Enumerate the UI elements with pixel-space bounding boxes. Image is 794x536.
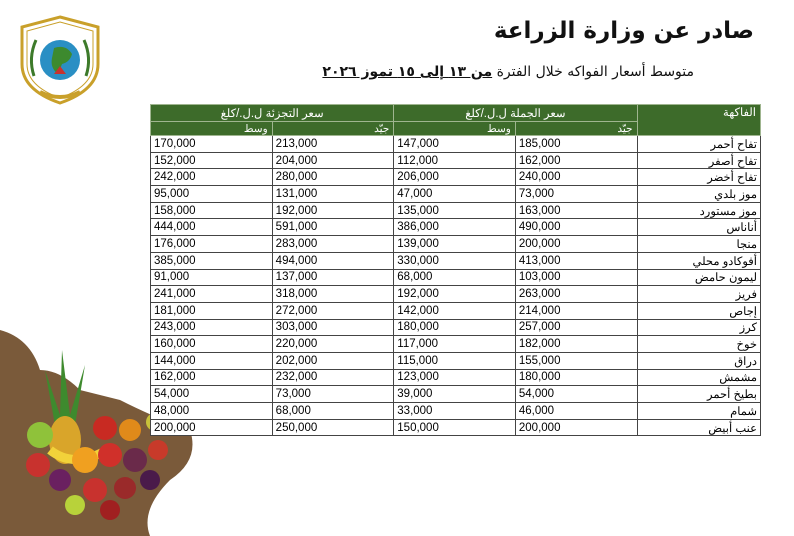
wholesale-medium-cell: 147,000: [394, 136, 516, 153]
wholesale-medium-cell: 142,000: [394, 302, 516, 319]
fruit-name-cell: دراق: [637, 352, 761, 369]
table-row: [151, 252, 761, 269]
wholesale-good-cell: 163,000: [515, 202, 637, 219]
subtitle-text: متوسط أسعار الفواكه خلال الفترة: [492, 64, 694, 80]
retail-good-cell: 280,000: [272, 169, 394, 186]
fruit-name-cell: شمام: [637, 403, 761, 420]
retail-good-cell: 73,000: [272, 386, 394, 403]
table-row: [151, 152, 761, 169]
wholesale-good-cell: 182,000: [515, 336, 637, 353]
retail-medium-cell: 95,000: [151, 186, 273, 203]
retail-medium-cell: 243,000: [151, 319, 273, 336]
wholesale-medium-cell: 150,000: [394, 419, 516, 436]
wholesale-good-cell: 180,000: [515, 369, 637, 386]
table-row: [151, 269, 761, 286]
retail-medium-cell: 144,000: [151, 352, 273, 369]
table-row: [151, 302, 761, 319]
wholesale-medium-cell: 180,000: [394, 319, 516, 336]
fruit-name-cell: منجا: [637, 236, 761, 253]
retail-medium-cell: 170,000: [151, 136, 273, 153]
fruit-prices-table: [150, 104, 761, 436]
wholesale-good-cell: 155,000: [515, 352, 637, 369]
wholesale-good-cell: 413,000: [515, 252, 637, 269]
table-row: [151, 336, 761, 353]
retail-good-cell: 131,000: [272, 186, 394, 203]
col-fruit-header: الفاكهة: [637, 105, 761, 136]
retail-medium-cell: 48,000: [151, 403, 273, 420]
retail-header: سعر التجزئة ل.ل./كلغ: [151, 105, 394, 122]
retail-good-cell: 250,000: [272, 419, 394, 436]
wholesale-medium-cell: 206,000: [394, 169, 516, 186]
fruit-name-cell: تفاح أصفر: [637, 152, 761, 169]
wholesale-good-cell: 46,000: [515, 403, 637, 420]
retail-good-cell: 591,000: [272, 219, 394, 236]
wholesale-good-cell: 103,000: [515, 269, 637, 286]
table-row: [151, 369, 761, 386]
wholesale-medium-cell: 135,000: [394, 202, 516, 219]
retail-good-cell: 192,000: [272, 202, 394, 219]
wholesale-good-header: جيّد: [515, 122, 637, 136]
wholesale-good-cell: 185,000: [515, 136, 637, 153]
retail-medium-cell: 176,000: [151, 236, 273, 253]
fruit-name-cell: فريز: [637, 286, 761, 303]
table-row: [151, 386, 761, 403]
wholesale-medium-header: وسط: [394, 122, 516, 136]
retail-good-cell: 213,000: [272, 136, 394, 153]
wholesale-good-cell: 257,000: [515, 319, 637, 336]
fruit-name-cell: كرز: [637, 319, 761, 336]
table-row: [151, 352, 761, 369]
table-row: [151, 169, 761, 186]
wholesale-good-cell: 162,000: [515, 152, 637, 169]
retail-medium-header: وسط: [151, 122, 273, 136]
wholesale-good-cell: 73,000: [515, 186, 637, 203]
retail-medium-cell: 158,000: [151, 202, 273, 219]
wholesale-good-cell: 200,000: [515, 236, 637, 253]
wholesale-medium-cell: 39,000: [394, 386, 516, 403]
fruit-name-cell: عنب أبيض: [637, 419, 761, 436]
fruit-name-cell: خوخ: [637, 336, 761, 353]
wholesale-medium-cell: 68,000: [394, 269, 516, 286]
retail-medium-cell: 385,000: [151, 252, 273, 269]
retail-good-cell: 204,000: [272, 152, 394, 169]
ministry-logo: [14, 14, 106, 106]
table-row: [151, 403, 761, 420]
wholesale-medium-cell: 330,000: [394, 252, 516, 269]
retail-medium-cell: 200,000: [151, 419, 273, 436]
wholesale-good-cell: 54,000: [515, 386, 637, 403]
wholesale-medium-cell: 386,000: [394, 219, 516, 236]
wholesale-medium-cell: 117,000: [394, 336, 516, 353]
retail-good-header: جيّد: [272, 122, 394, 136]
wholesale-medium-cell: 47,000: [394, 186, 516, 203]
fruit-name-cell: أناناس: [637, 219, 761, 236]
wholesale-header: سعر الجملة ل.ل./كلغ: [394, 105, 637, 122]
table-row: [151, 419, 761, 436]
fruit-name-cell: إجاص: [637, 302, 761, 319]
retail-good-cell: 202,000: [272, 352, 394, 369]
fruit-name-cell: أفوكادو محلي: [637, 252, 761, 269]
retail-medium-cell: 91,000: [151, 269, 273, 286]
retail-good-cell: 303,000: [272, 319, 394, 336]
page-subtitle: [322, 64, 694, 80]
retail-good-cell: 318,000: [272, 286, 394, 303]
table-row: [151, 136, 761, 153]
fruit-name-cell: بطيخ أحمر: [637, 386, 761, 403]
table-row: [151, 202, 761, 219]
wholesale-good-cell: 240,000: [515, 169, 637, 186]
wholesale-medium-cell: 123,000: [394, 369, 516, 386]
retail-medium-cell: 181,000: [151, 302, 273, 319]
retail-good-cell: 220,000: [272, 336, 394, 353]
wholesale-medium-cell: 139,000: [394, 236, 516, 253]
table-row: [151, 219, 761, 236]
wholesale-medium-cell: 33,000: [394, 403, 516, 420]
wholesale-good-cell: 263,000: [515, 286, 637, 303]
retail-medium-cell: 160,000: [151, 336, 273, 353]
retail-good-cell: 283,000: [272, 236, 394, 253]
wholesale-medium-cell: 192,000: [394, 286, 516, 303]
table-row: [151, 236, 761, 253]
wholesale-medium-cell: 112,000: [394, 152, 516, 169]
table-row: [151, 319, 761, 336]
fruit-name-cell: تفاح أحمر: [637, 136, 761, 153]
table-row: [151, 186, 761, 203]
fruit-name-cell: تفاح أخضر: [637, 169, 761, 186]
retail-good-cell: 232,000: [272, 369, 394, 386]
fruit-name-cell: ليمون حامض: [637, 269, 761, 286]
retail-medium-cell: 242,000: [151, 169, 273, 186]
retail-medium-cell: 54,000: [151, 386, 273, 403]
page-title: صادر عن وزارة الزراعة: [493, 18, 754, 44]
subtitle-period: من ١٣ إلى ١٥ تموز ٢٠٢٦: [322, 64, 493, 80]
retail-good-cell: 272,000: [272, 302, 394, 319]
wholesale-good-cell: 200,000: [515, 419, 637, 436]
fruit-name-cell: موز بلدي: [637, 186, 761, 203]
table-row: [151, 286, 761, 303]
wholesale-medium-cell: 115,000: [394, 352, 516, 369]
retail-medium-cell: 444,000: [151, 219, 273, 236]
retail-medium-cell: 162,000: [151, 369, 273, 386]
retail-good-cell: 137,000: [272, 269, 394, 286]
wholesale-good-cell: 214,000: [515, 302, 637, 319]
table-body: [151, 136, 761, 436]
wholesale-good-cell: 490,000: [515, 219, 637, 236]
retail-medium-cell: 152,000: [151, 152, 273, 169]
retail-good-cell: 68,000: [272, 403, 394, 420]
fruit-name-cell: مشمش: [637, 369, 761, 386]
retail-medium-cell: 241,000: [151, 286, 273, 303]
retail-good-cell: 494,000: [272, 252, 394, 269]
fruit-name-cell: موز مستورد: [637, 202, 761, 219]
